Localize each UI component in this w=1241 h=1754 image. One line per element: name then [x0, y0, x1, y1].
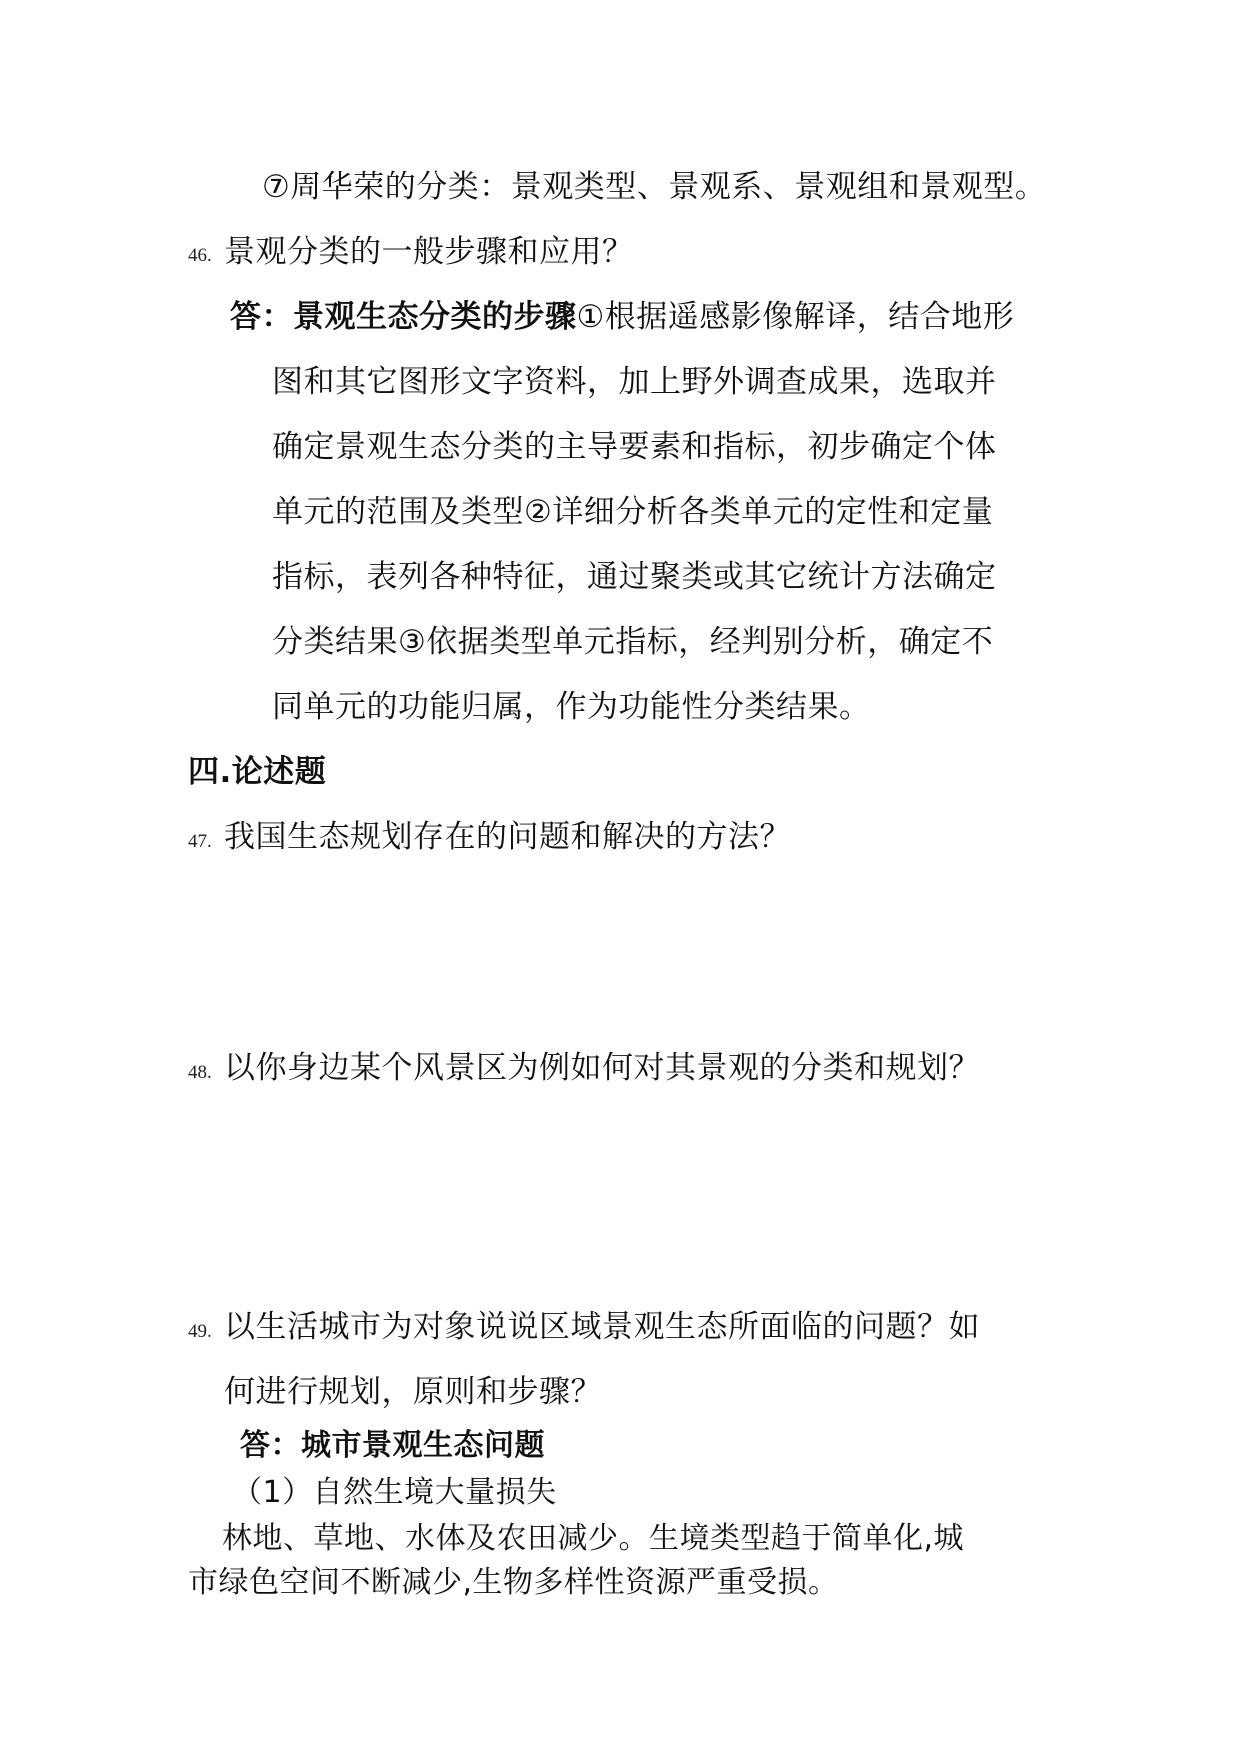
answer-line: 单元的范围及类型②详细分析各类单元的定性和定量	[272, 494, 994, 530]
question-text: 何进行规划，原则和步骤？	[224, 1374, 602, 1410]
question-text: 我国生态规划存在的问题和解决的方法？	[224, 819, 791, 855]
question-text: 以生活城市为对象说说区域景观生态所面临的问题？如	[224, 1309, 980, 1345]
section-heading: 四.论述题	[188, 754, 327, 790]
question-text: 景观分类的一般步骤和应用？	[224, 234, 634, 270]
question-number: 49.	[188, 1321, 212, 1342]
answer-heading: 答：城市景观生态问题	[240, 1428, 545, 1463]
answer-line: 指标，表列各种特征，通过聚类或其它统计方法确定	[272, 559, 997, 595]
question-number: 47.	[188, 831, 212, 852]
question-number: 48.	[188, 1062, 212, 1083]
answer-line: 分类结果③依据类型单元指标，经判别分析，确定不	[272, 624, 994, 660]
list-item-7-zhou-huarong: ⑦周华荣的分类：景观类型、景观系、景观组和景观型。	[262, 169, 1047, 205]
answer-line: 确定景观生态分类的主导要素和指标，初步确定个体	[272, 429, 997, 465]
point-body: 林地、草地、水体及农田减少。生境类型趋于简单化,城	[222, 1521, 965, 1556]
point-title: （1）自然生境大量损失	[232, 1475, 557, 1510]
answer-line: 同单元的功能归属，作为功能性分类结果。	[272, 689, 871, 725]
answer-paragraph	[230, 297, 1014, 337]
answer-line: 图和其它图形文字资料，加上野外调查成果，选取并	[272, 364, 997, 400]
question-text: 以你身边某个风景区为例如何对其景观的分类和规划？	[224, 1050, 980, 1086]
point-body: 市绿色空间不断减少,生物多样性资源严重受损。	[188, 1565, 839, 1600]
question-number: 46.	[188, 245, 212, 266]
answer-line: ①根据遥感影像解译，结合地形	[576, 299, 1015, 335]
answer-label: 答：景观生态分类的步骤	[230, 299, 577, 335]
